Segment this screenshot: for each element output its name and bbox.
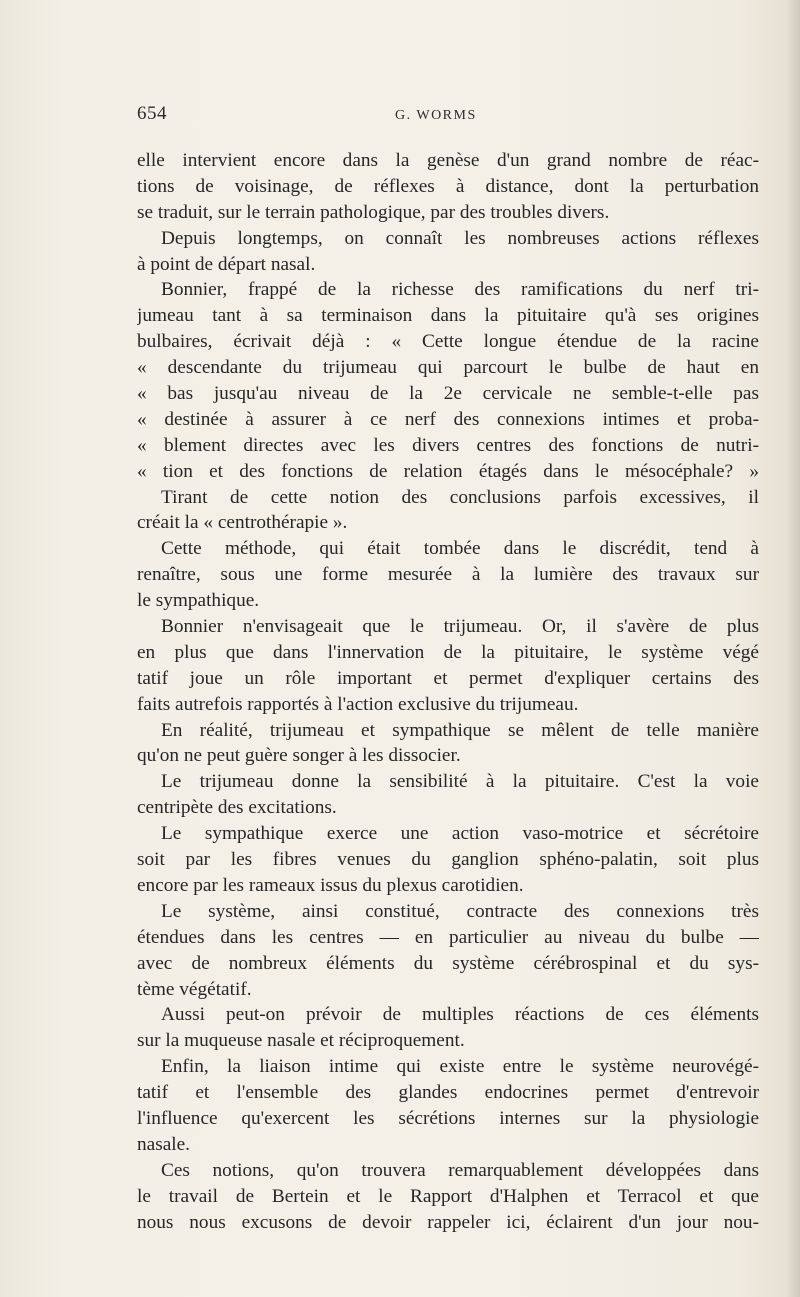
text-line: soit par les fibres venues du ganglion sphéno-palatin, soit plus [137, 849, 759, 871]
text-line: tatif et l'ensemble des glandes endocrines permet d'entrevoir [137, 1082, 759, 1104]
page-header [137, 103, 757, 133]
text-line: « tion et des fonctions de relation étagés dans le mésocéphale? » [137, 460, 759, 482]
text-line: Aussi peut-on prévoir de multiples réactions de ces éléments [161, 1004, 759, 1026]
text-line: Bonnier n'envisageait que le trijumeau. Or, il s'avère de plus [161, 616, 759, 638]
text-line: se traduit, sur le terrain pathologique, par des troubles divers. [137, 201, 610, 223]
text-line: Le trijumeau donne la sensibilité à la pituitaire. C'est la voie [161, 771, 759, 793]
text-line: qu'on ne peut guère songer à les dissocier. [137, 745, 461, 767]
text-line: tatif joue un rôle important et permet d'expliquer certains des [137, 667, 759, 689]
text-line: tème végétatif. [137, 978, 252, 1000]
page-number: 654 [137, 103, 167, 124]
text-line: renaître, sous une forme mesurée à la lumière des travaux sur [137, 564, 759, 586]
text-line: étendues dans les centres — en particulier au niveau du bulbe — [137, 926, 759, 948]
text-line: elle intervient encore dans la genèse d'un grand nombre de réac- [137, 150, 759, 171]
running-head: G. WORMS [395, 108, 477, 123]
text-line: En réalité, trijumeau et sympathique se mêlent de telle manière [161, 719, 759, 741]
text-line: « descendante du trijumeau qui parcourt le bulbe de haut en [137, 357, 759, 379]
text-line: Cette méthode, qui était tombée dans le discrédit, tend à [161, 538, 759, 560]
text-line: Ces notions, qu'on trouvera remarquablement développées dans [161, 1159, 759, 1181]
text-line: nous nous excusons de devoir rappeler ici, éclairent d'un jour nou- [137, 1211, 759, 1233]
text-line: Bonnier, frappé de la richesse des ramifications du nerf tri- [161, 279, 759, 301]
text-line: « bas jusqu'au niveau de la 2e cervicale ne semble-t-elle pas [137, 383, 759, 405]
text-line: « blement directes avec les divers centres des fonctions de nutri- [137, 434, 759, 456]
text-line: le sympathique. [137, 590, 260, 612]
text-line: Tirant de cette notion des conclusions parfois excessives, il [161, 486, 759, 508]
text-line: en plus que dans l'innervation de la pituitaire, le système végé [137, 641, 759, 663]
text-line: Enfin, la liaison intime qui existe entre le système neurovégé- [161, 1056, 759, 1078]
text-line: jumeau tant à sa terminaison dans la pituitaire qu'à ses origines [137, 305, 759, 327]
text-line: avec de nombreux éléments du système cérébrospinal et du sys- [137, 952, 759, 974]
body-text [137, 148, 759, 1235]
text-line: Depuis longtemps, on connaît les nombreuses actions réflexes [161, 227, 759, 249]
text-line: faits autrefois rapportés à l'action exclusive du trijumeau. [137, 693, 579, 715]
text-line: créait la « centrothérapie ». [137, 512, 348, 534]
text-line: l'influence qu'exercent les sécrétions internes sur la physiologie [137, 1107, 759, 1129]
text-line: sur la muqueuse nasale et réciproquement. [137, 1030, 465, 1052]
text-line: centripète des excitations. [137, 797, 337, 819]
text-line: Le sympathique exerce une action vaso-motrice et sécrétoire [161, 823, 759, 845]
page-edge-shadow [786, 0, 800, 1297]
text-line: le travail de Bertein et le Rapport d'Halphen et Terracol et que [137, 1185, 759, 1207]
text-line: encore par les rameaux issus du plexus carotidien. [137, 874, 524, 896]
text-line: bulbaires, écrivait déjà : « Cette longue étendue de la racine [137, 331, 759, 353]
text-line: nasale. [137, 1133, 190, 1155]
text-line: Le système, ainsi constitué, contracte des connexions très [161, 900, 759, 922]
text-line: « destinée à assurer à ce nerf des connexions intimes et proba- [137, 408, 759, 430]
text-line: à point de départ nasal. [137, 253, 316, 275]
text-line: tions de voisinage, de réflexes à distance, dont la perturbation [137, 175, 759, 197]
